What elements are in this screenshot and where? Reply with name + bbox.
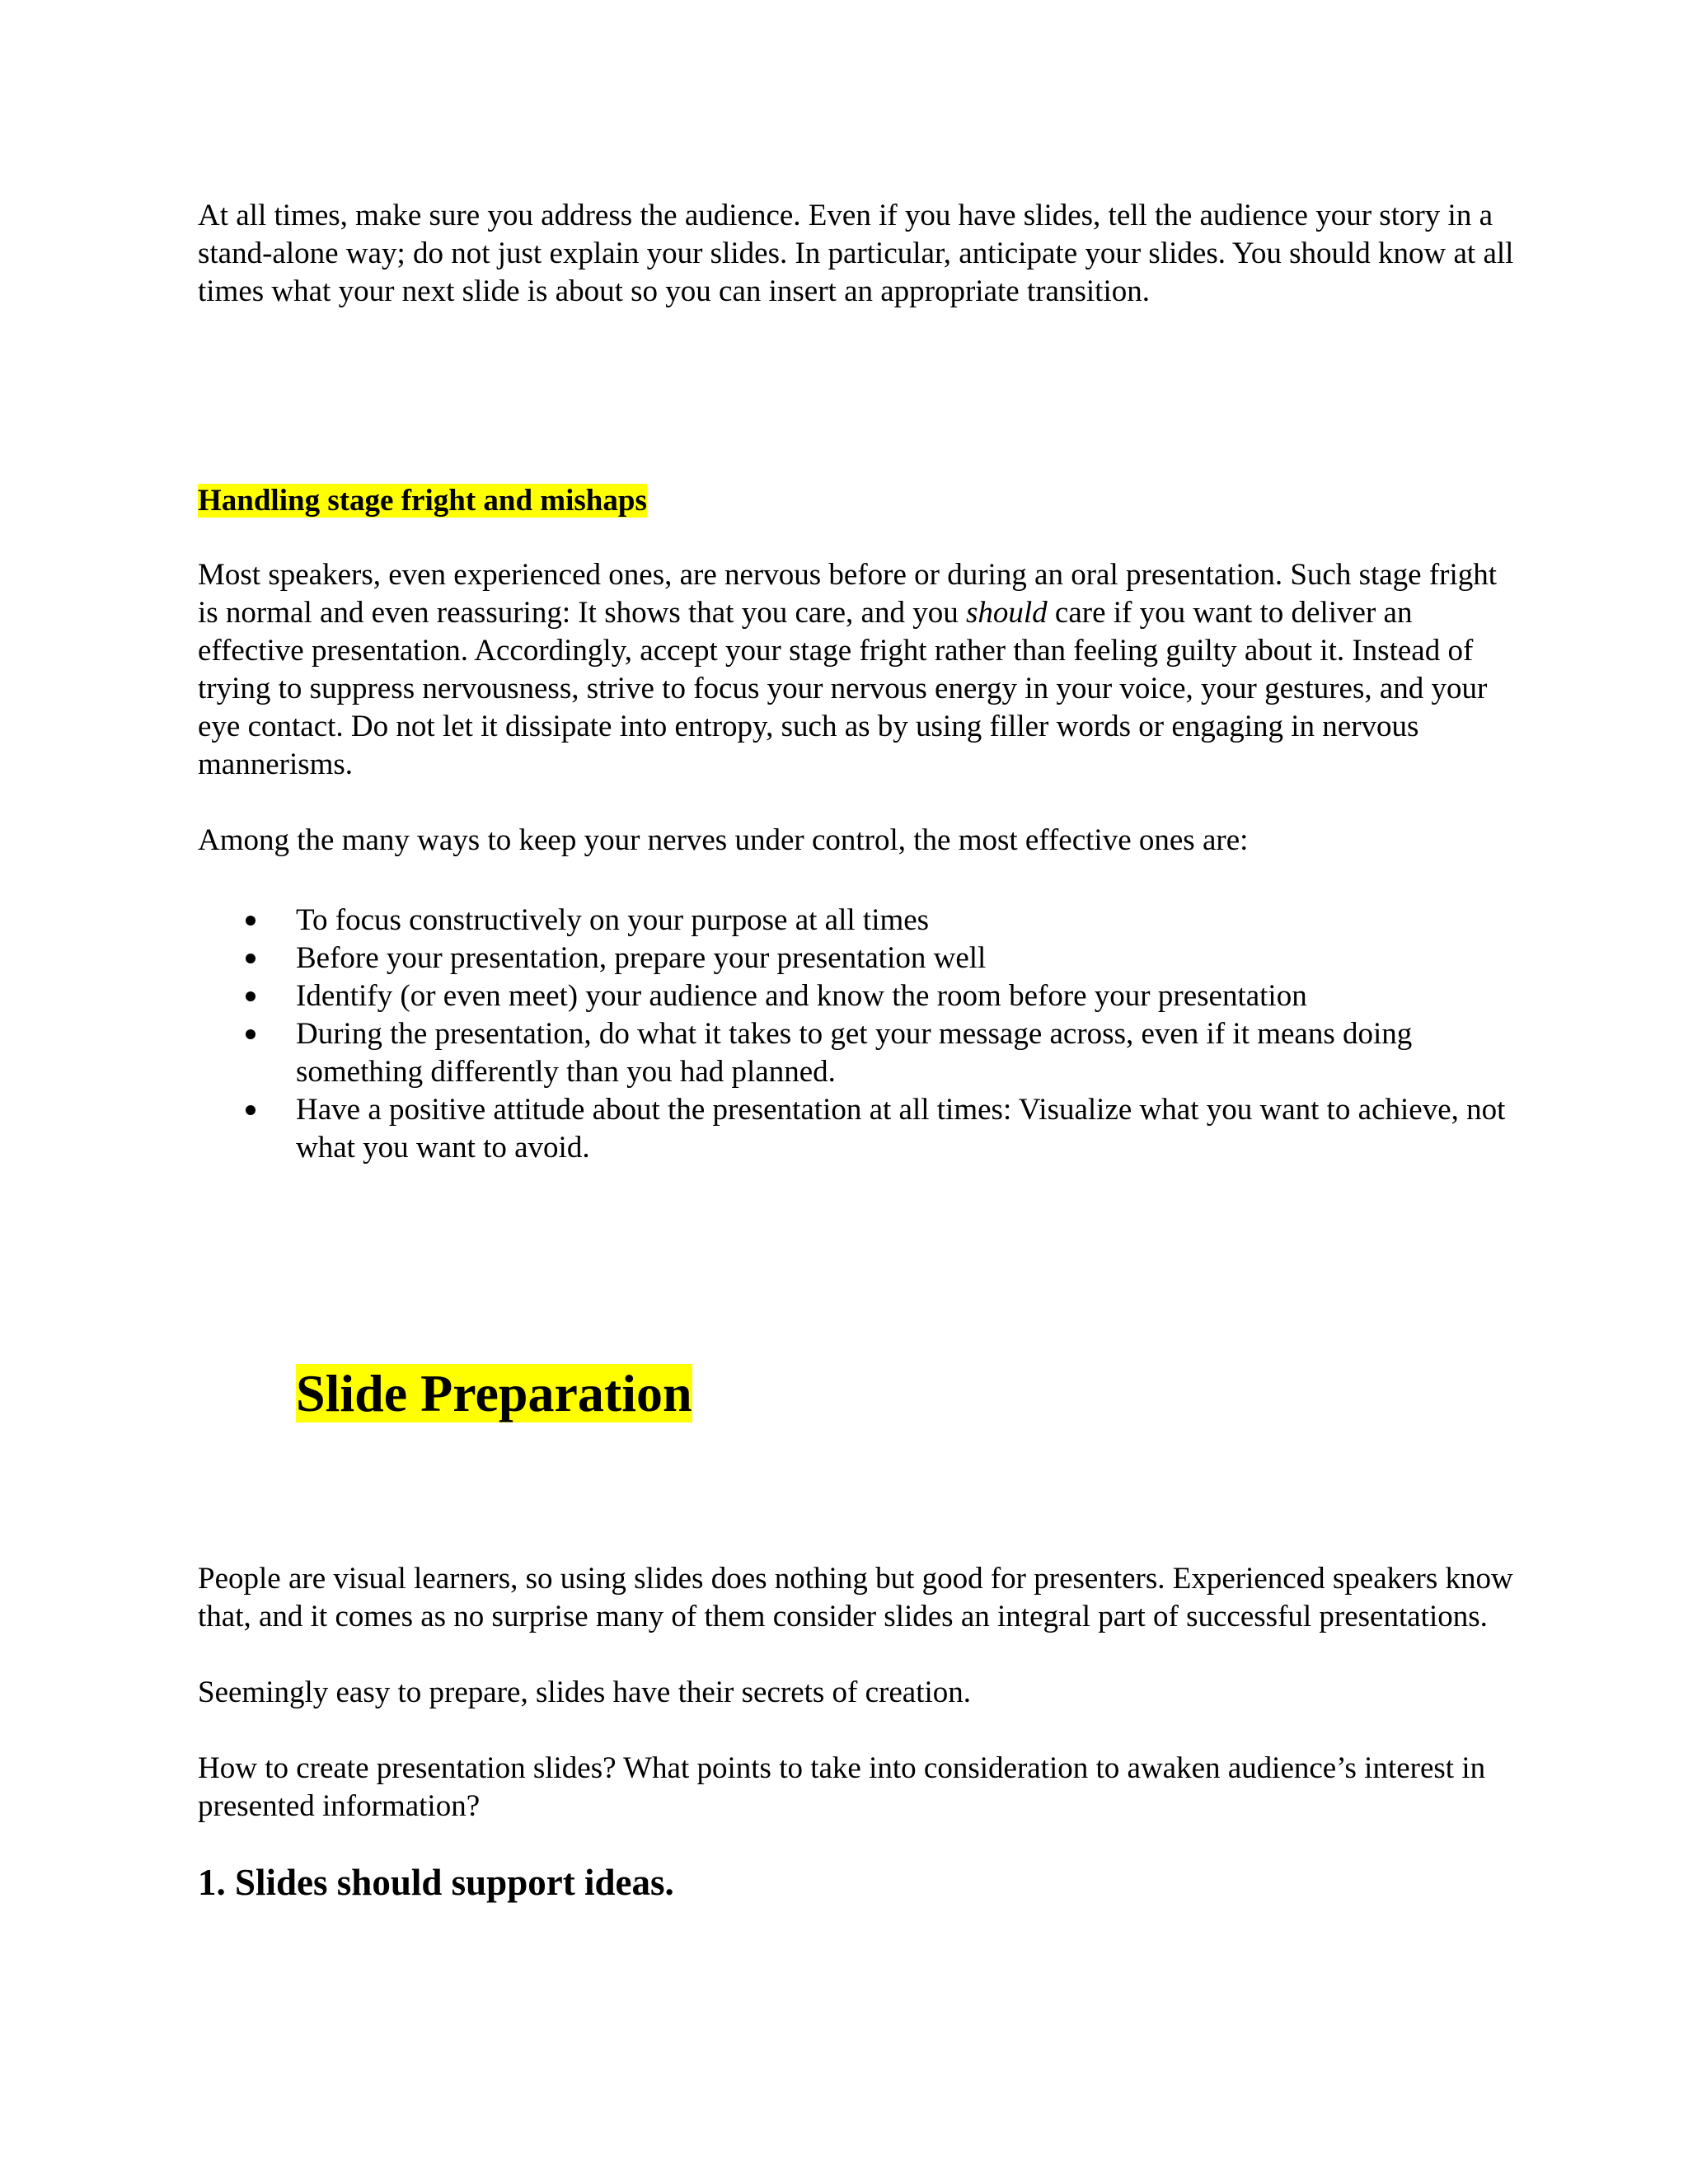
paragraph-intro: At all times, make sure you address the audience. Even if you have slides, tell the audience your story in a stand-alone way; do not just explain your slides. In particular, anticipate your slides. You should know at all times what your next slide is about so you can insert an appropriate transition. <box>198 199 1514 308</box>
list-item <box>198 1091 1517 1167</box>
paragraph-slide-prep-1: People are visual learners, so using slides does nothing but good for presenters. Experienced speakers know that, and it comes as no surprise many of them consider slides an integral part of successful presentations. <box>198 1562 1513 1633</box>
bullet-icon <box>246 954 256 963</box>
stage-fright-p1-emphasis: should <box>965 596 1048 630</box>
list-item-text: Have a positive attitude about the presentation at all times: Visualize what you want to achieve, not what you want to avoid. <box>296 1093 1506 1165</box>
stage-fright-p1-part-a: Most speakers, even experienced ones, are nervous before or during an oral presentation. Such stage fright is normal and even reassuring: It shows that you care, and you <box>198 558 1498 630</box>
nerves-bullet-list <box>198 902 1517 1167</box>
list-item <box>198 940 1517 977</box>
paragraph-stage-fright-2: Among the many ways to keep your nerves under control, the most effective ones are: <box>198 823 1249 857</box>
paragraph-slide-prep-2: Seemingly easy to prepare, slides have their secrets of creation. <box>198 1675 972 1709</box>
list-item-text: During the presentation, do what it takes to get your message across, even if it means doing something differently than you had planned. <box>296 1017 1413 1089</box>
paragraph-stage-fright-1 <box>198 556 1517 784</box>
bullet-icon <box>246 991 256 1001</box>
stage-fright-p1-part-b: care if you want to deliver an effective presentation. Accordingly, accept your stage fright rather than feeling guilty about it. Instead of trying to suppress nervousness, strive to focus your nervous energy in your voice, your gestures, and your eye contact. Do not let it dissipate into entropy, such as by using filler words or engaging in nervous mannerisms. <box>198 596 1488 781</box>
list-item <box>198 902 1517 940</box>
heading-stage-fright <box>198 482 647 520</box>
list-item-text: Before your presentation, prepare your presentation well <box>296 941 987 975</box>
heading-stage-fright-text: Handling stage fright and mishaps <box>198 484 647 518</box>
list-item-text: Identify (or even meet) your audience and know the room before your presentation <box>296 979 1307 1013</box>
list-item-text: To focus constructively on your purpose at all times <box>296 903 930 937</box>
heading-slide-preparation <box>296 1362 692 1425</box>
heading-support-ideas: 1. Slides should support ideas. <box>198 1862 674 1903</box>
bullet-icon <box>246 1029 256 1039</box>
bullet-icon <box>246 1105 256 1115</box>
paragraph-slide-prep-3: How to create presentation slides? What points to take into consideration to awaken audience’s interest in presented information? <box>198 1751 1486 1823</box>
list-item <box>198 977 1517 1015</box>
bullet-icon <box>246 916 256 926</box>
list-item <box>198 1015 1517 1091</box>
heading-slide-preparation-text: Slide Preparation <box>296 1364 692 1422</box>
